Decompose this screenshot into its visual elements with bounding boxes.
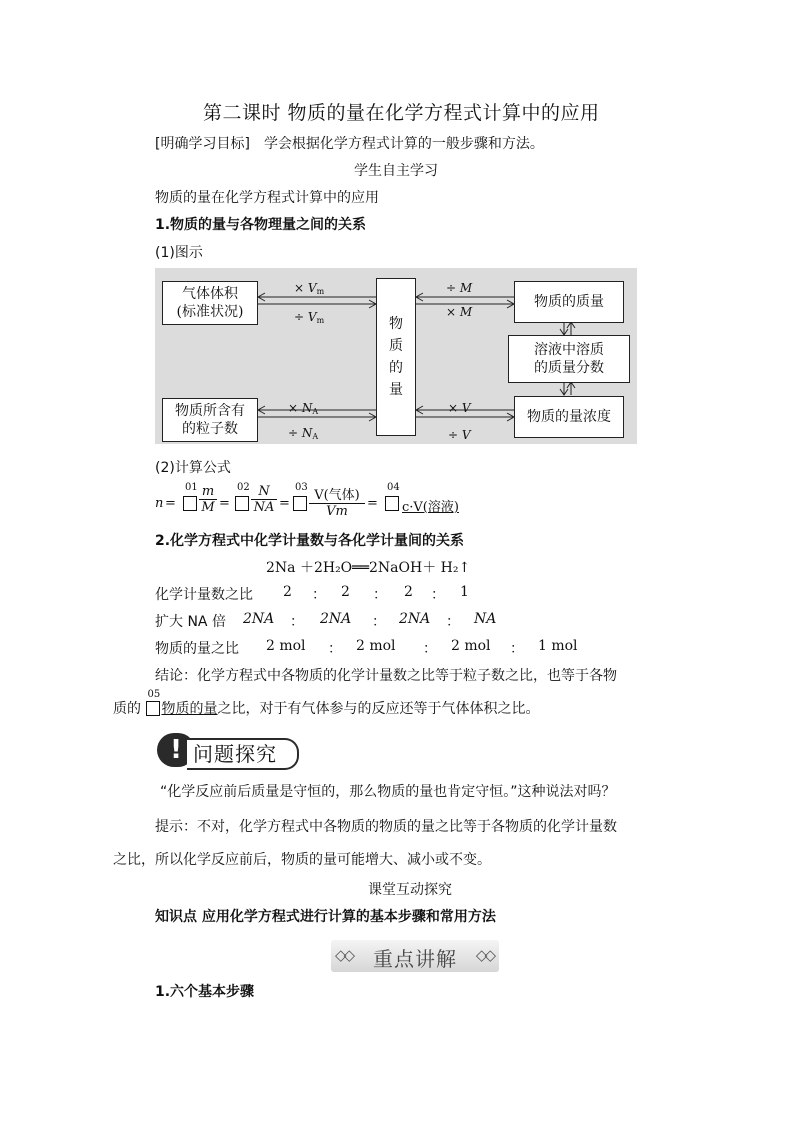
- row-scaled-label: 扩大 NA 倍: [155, 614, 226, 630]
- box-molar-concentration: 物质的量浓度: [514, 396, 624, 438]
- blank-01[interactable]: [183, 496, 197, 511]
- conclusion-line-2: [113, 689, 540, 718]
- box-gas-line2: (标准状况): [176, 304, 244, 320]
- box-mass: 物质的质量: [514, 281, 624, 323]
- box-particles-line2: 的粒子数: [182, 421, 238, 437]
- box-gas-volume: [162, 281, 258, 325]
- blank-01-number: 01: [185, 482, 198, 493]
- learning-objective: [155, 133, 544, 153]
- box-fraction-line2: 的质量分数: [534, 360, 604, 376]
- center-char-4: 量: [389, 382, 403, 398]
- label-div-vm: ÷ $V_m$: [294, 310, 325, 325]
- label-div-na: ÷ $N_A$: [288, 426, 319, 441]
- blank-05-number: 05: [147, 689, 161, 700]
- formula-eq-2: =: [219, 496, 230, 511]
- blank-03[interactable]: [293, 496, 307, 511]
- row1-sep-2: ：: [373, 587, 387, 603]
- blank-05[interactable]: [145, 689, 161, 715]
- box-particles-line1: 物质所含有: [175, 403, 245, 419]
- row-mole-label: 物质的量之比: [155, 641, 239, 657]
- fraction-m-over-M: [199, 484, 217, 515]
- diamond-right-icon: ◇◇: [475, 946, 493, 964]
- steps-heading: 1.六个基本步骤: [155, 984, 255, 1000]
- heading-1b: (2)计算公式: [155, 460, 231, 476]
- row3-val-1: 2 mol: [266, 638, 306, 654]
- label-times-m: × M: [446, 305, 473, 319]
- row3-val-3: 2 mol: [451, 638, 491, 654]
- fraction-N-over-NA: [251, 484, 277, 515]
- fraction-2-numerator: N: [251, 484, 277, 500]
- box-fraction-line1: 溶液中溶质: [534, 342, 604, 358]
- box-gas-line1: 气体体积: [182, 286, 238, 302]
- objective-tag: [明确学习目标]: [155, 136, 250, 152]
- label-times-v: × V: [448, 401, 471, 415]
- heading-2: 2.化学方程式中化学计量数与各化学计量间的关系: [155, 533, 465, 549]
- center-char-1: 物: [389, 316, 403, 332]
- explore-hint-line-1: 提示：不对，化学方程式中各物质的物质的量之比等于各物质的化学计量数: [155, 819, 617, 835]
- row2-val-4: NA: [474, 611, 497, 627]
- formula: [155, 484, 655, 526]
- row2-val-2: 2NA: [320, 611, 352, 627]
- fraction-3-numerator: V(气体): [309, 484, 365, 504]
- formula-eq-3: =: [279, 496, 290, 511]
- fraction-1-denominator: M: [201, 500, 215, 515]
- center-char-2: 质: [389, 338, 403, 354]
- row2-sep-1: ：: [290, 614, 304, 630]
- problem-explore-title: 问题探究: [187, 738, 299, 770]
- row3-val-2: 2 mol: [356, 638, 396, 654]
- diamond-left-icon: ◇◇: [335, 946, 353, 964]
- section-heading-self-study: 学生自主学习: [354, 163, 438, 179]
- formula-n: n: [155, 496, 164, 511]
- heading-1a: (1)图示: [155, 245, 203, 261]
- fraction-3-denominator: Vm: [326, 504, 348, 519]
- chemical-equation: 2Na ＋2H₂O══2NaOH＋ H₂↑: [266, 560, 471, 576]
- conclusion-answer: 物质的量: [161, 701, 218, 717]
- explore-hint-line-2: 之比，所以化学反应前后，物质的量可能增大、减小或不变。: [113, 852, 491, 868]
- blank-04[interactable]: [385, 496, 399, 511]
- row2-sep-2: ：: [372, 614, 386, 630]
- knowledge-point: 知识点 应用化学方程式进行计算的基本步骤和常用方法: [155, 909, 496, 925]
- label-div-v: ÷ V: [448, 428, 471, 442]
- blank-02[interactable]: [235, 496, 249, 511]
- row1-val-2: 2: [341, 584, 350, 600]
- row2-sep-3: ：: [446, 614, 460, 630]
- topic-heading: 物质的量在化学方程式计算中的应用: [155, 190, 379, 206]
- heading-1: 1.物质的量与各物理量之间的关系: [155, 217, 367, 233]
- fraction-2-denominator: NA: [253, 500, 275, 515]
- formula-eq-1: =: [165, 496, 176, 511]
- conclusion-pre: 质的: [113, 701, 141, 717]
- box-mass-fraction: [508, 335, 630, 383]
- explore-question: “化学反应前后质量是守恒的，那么物质的量也肯定守恒。”这种说法对吗？: [160, 784, 616, 800]
- objective-text: 学会根据化学方程式计算的一般步骤和方法。: [263, 136, 544, 152]
- blank-03-number: 03: [295, 482, 308, 493]
- blank-04-number: 04: [387, 482, 400, 493]
- row1-sep-3: ：: [431, 587, 445, 603]
- row1-val-4: 1: [460, 584, 469, 600]
- label-times-vm: × $V_m$: [294, 281, 325, 296]
- row3-sep-1: ：: [328, 641, 342, 657]
- center-char-3: 的: [389, 360, 403, 376]
- fraction-V-over-Vm: [309, 484, 365, 519]
- section-heading-classroom: 课堂互动探究: [368, 882, 452, 898]
- fraction-1-numerator: m: [199, 484, 217, 500]
- page-title: 第二课时 物质的量在化学方程式计算中的应用: [203, 102, 600, 124]
- exclamation-icon: !: [157, 733, 195, 767]
- formula-eq-4: =: [367, 496, 378, 511]
- label-div-m: ÷ M: [446, 281, 473, 295]
- conclusion-post: 之比，对于有气体参与的反应还等于气体体积之比。: [217, 701, 540, 717]
- blank-02-number: 02: [237, 482, 250, 493]
- row3-sep-3: ：: [510, 641, 524, 657]
- conclusion-line-1: 结论：化学方程式中各物质的化学计量数之比等于粒子数之比，也等于各物: [155, 668, 617, 684]
- row-coefficient-label: 化学计量数之比: [155, 587, 253, 603]
- row1-sep-1: ：: [312, 587, 326, 603]
- row1-val-3: 2: [404, 584, 413, 600]
- box-particle-count: [162, 398, 258, 442]
- formula-cv: c·V(溶液): [402, 500, 459, 515]
- key-points-label: 重点讲解: [373, 947, 457, 971]
- row2-val-1: 2NA: [243, 611, 275, 627]
- row3-sep-2: ：: [423, 641, 437, 657]
- label-times-na: × $N_A$: [288, 401, 319, 416]
- box-amount-of-substance: [376, 278, 416, 436]
- row3-val-4: 1 mol: [538, 638, 578, 654]
- row1-val-1: 2: [283, 584, 292, 600]
- key-points-banner: [331, 940, 499, 972]
- row2-val-3: 2NA: [399, 611, 431, 627]
